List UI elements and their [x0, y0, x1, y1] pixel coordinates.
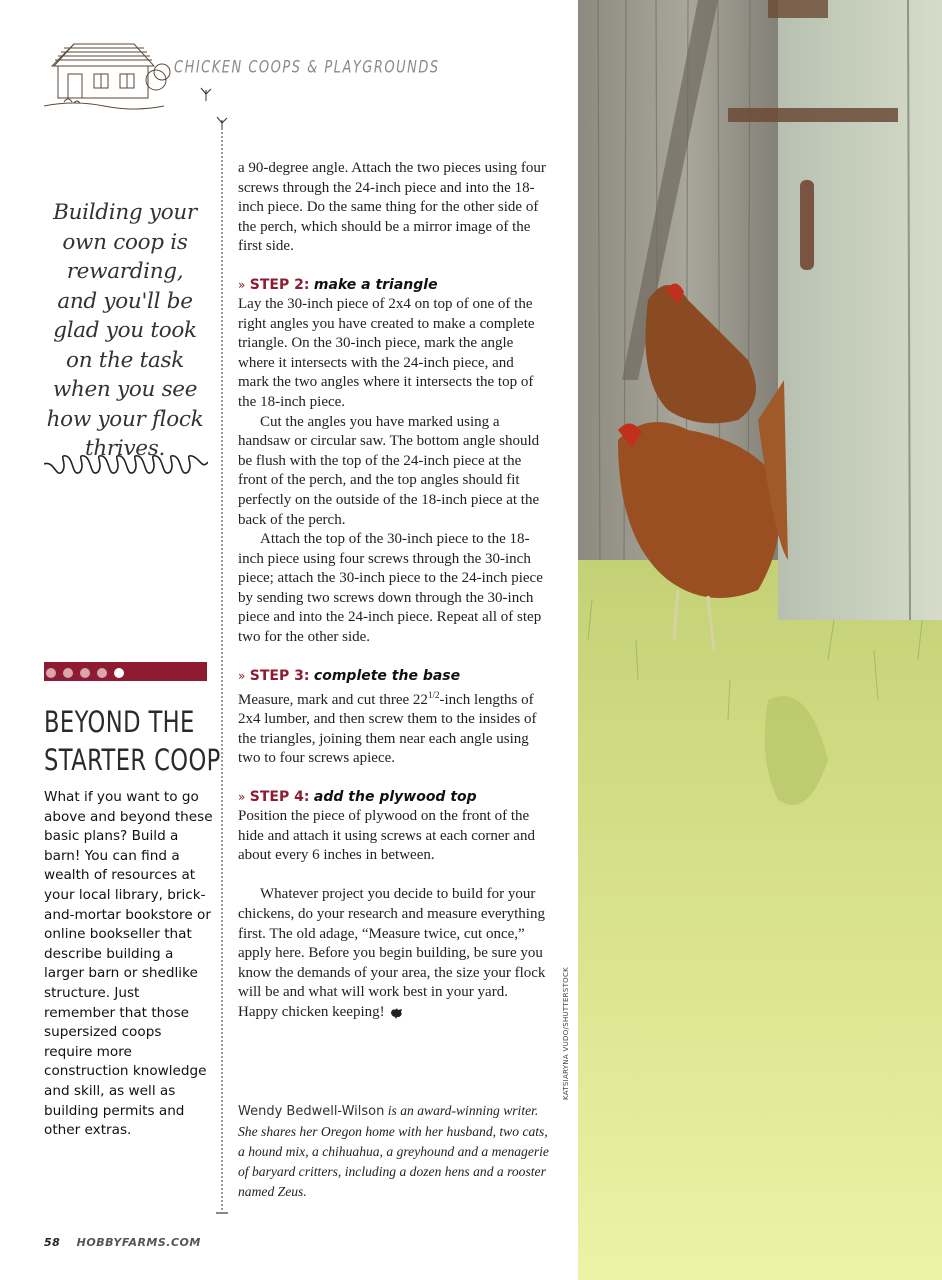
- text-run: -inch lengths of 2x4 lumber, and then screw them to the insides of the triangles, joining them near each angle using two to four screws apiece.: [238, 691, 537, 767]
- sprig-icon: [198, 86, 214, 106]
- column-divider: [221, 124, 223, 1214]
- page-number: 58: [44, 1236, 61, 1249]
- step-title: make a triangle: [313, 276, 438, 293]
- section-title: CHICKEN COOPS & PLAYGROUNDS: [174, 58, 440, 78]
- article-paragraph: Cut the angles you have marked using a handsaw or circular saw. The bottom angle should be flush with the top of the 24-inch piece at the front of the perch, and the top angles should fit perfectly on the outside of the 18-inch piece at the back of the perch.: [238, 413, 540, 528]
- article-paragraph: Lay the 30-inch piece of 2x4 on top of one of the right angles you have created to make a complete triangle. On the 30-inch piece, mark the angle where it intersects with the 24-inch piece, and mark the two angles where it intersects the top of the 18-inch piece.: [238, 295, 535, 410]
- hen-icon: [389, 1006, 405, 1020]
- article-column: [238, 159, 548, 1023]
- bio-text: is an award-winning writer. She shares her Oregon home with her husband, two cats, a hound mix, a chihuahua, a greyhound and a menagerie of baryard critters, including a dozen hens and a rooster named Zeus.: [238, 1103, 549, 1199]
- step-heading: [238, 275, 548, 295]
- step-heading: [238, 666, 548, 686]
- chickens-photo: [578, 0, 942, 1280]
- sidebar-title-line: BEYOND THE: [44, 705, 195, 739]
- author-bio: [238, 1101, 550, 1202]
- author-name: Wendy Bedwell-Wilson: [238, 1104, 385, 1119]
- page-footer: [44, 1236, 201, 1249]
- article-paragraph: Attach the top of the 30-inch piece to the 18-inch piece using four screws through the 30-inch piece; attach the 30-inch piece to the 24-inch piece by sending two screws down through the 30-inch piece and into the 24-inch piece. Repeat all of step two for the other side.: [238, 531, 543, 646]
- sidebar-title-line: STARTER COOP: [44, 743, 221, 777]
- sidebar-dots: [46, 668, 124, 678]
- text-run: Measure, mark and cut three 22: [238, 691, 428, 708]
- divider-end: [216, 1212, 228, 1214]
- article-paragraph: [238, 885, 548, 1022]
- pull-quote: Building your own coop is rewarding, and you'll be glad you took on the task when you see how your flock thrives.: [46, 200, 204, 461]
- sidebar-body: What if you want to go above and beyond these basic plans? Build a barn! You can find a wealth of resources at your local library, brick-and-mortar bookstore or online bookseller that describe building a larger barn or shedlike structure. Just remember that those supersized coops require more construction knowledge and skill, as well as building permits and other extras.: [44, 789, 213, 1139]
- article-paragraph: [238, 686, 548, 769]
- article-paragraph: Position the piece of plywood on the front of the hide and attach it using screws at each corner and about every 6 inches in between.: [238, 808, 535, 864]
- farmhouse-sketch-icon: [44, 36, 174, 116]
- step-title: complete the base: [313, 667, 461, 684]
- sidebar-title: [44, 703, 221, 779]
- dot: [97, 668, 107, 678]
- photo-credit: KATSIARYNA VUDO/SHUTTERSTOCK: [562, 966, 570, 1100]
- swirl-ornament-icon: [44, 450, 208, 482]
- site-name: HOBBYFARMS.COM: [76, 1236, 201, 1249]
- dot: [80, 668, 90, 678]
- double-chevron-icon: »: [238, 277, 246, 292]
- step-number: STEP 3:: [249, 667, 310, 684]
- step-title: add the plywood top: [313, 789, 477, 806]
- dot: [63, 668, 73, 678]
- dot: [46, 668, 56, 678]
- article-paragraph: a 90-degree angle. Attach the two pieces using four screws through the 24-inch piece and into the 18-inch piece. Do the same thing for the other side of the perch, which should be a mirror image of the first side.: [238, 160, 546, 255]
- dot: [114, 668, 124, 678]
- text-run: Whatever project you decide to build for your chickens, do your research and measure everything first. The old adage, “Measure twice, cut once,” apply here. Before you begin building, be sure you know the demands of your area, the size your flock will be and what will work best in your yard. Happy chicken keeping!: [238, 886, 546, 1020]
- step-number: STEP 4:: [249, 789, 310, 806]
- double-chevron-icon: »: [238, 790, 246, 805]
- fraction: 1/2: [427, 689, 440, 700]
- step-heading: [238, 787, 548, 807]
- step-number: STEP 2:: [249, 276, 310, 293]
- double-chevron-icon: »: [238, 668, 246, 683]
